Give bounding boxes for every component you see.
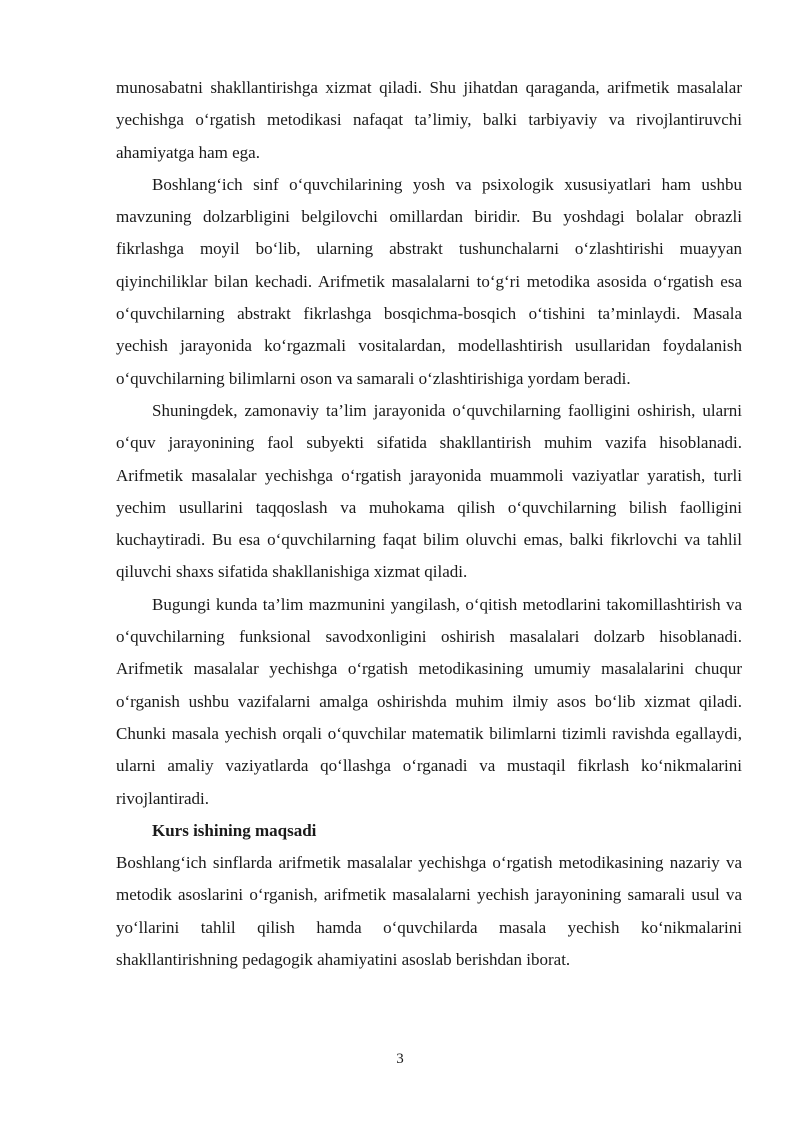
paragraph-1: munosabatni shakllantirishga xizmat qiladi. Shu jihatdan qaraganda, arifmetik masalalar yechishga o‘rgatish metodikasi nafaqat ta’limiy, balki tarbiyaviy va rivojlantiruvchi ahamiyatga ham ega. (116, 78, 742, 162)
document-page (116, 72, 742, 976)
page-number: 3 (396, 1051, 404, 1067)
goal-paragraph: Boshlang‘ich sinflarda arifmetik masalalar yechishga o‘rgatish metodikasining nazariy va metodik asoslarini o‘rganish, arifmetik masalalarni yechish jarayonining samarali usul va yo‘llarini tahlil qilish hamda o‘quvchilarda masala yechish ko‘nikmalarini shakllantirishning pedagogik ahamiyatini asoslab berishdan iborat. (116, 853, 742, 970)
section-heading: Kurs ishining maqsadi (152, 820, 317, 840)
paragraph-4: Bugungi kunda ta’lim mazmunini yangilash, o‘qitish metodlarini takomillashtirish va o‘quvchilarning funksional savodxonligini oshirish masalalari dolzarb hisoblanadi. Arifmetik masalalar yechishga o‘rgatish metodikasining umumiy masalalarini chuqur o‘rganish ushbu vazifalarni amalga oshirishda muhim ilmiy asos bo‘lib xizmat qiladi. Chunki masala yechish orqali o‘quvchilar matematik bilimlarni tizimli ravishda egallaydi, ularni amaliy vaziyatlarda qo‘llashga o‘rganadi va mustaqil fikrlash ko‘nikmalarini rivojlantiradi. (116, 594, 742, 808)
paragraph-3: Shuningdek, zamonaviy ta’lim jarayonida o‘quvchilarning faolligini oshirish, ularni o‘quv jarayonining faol subyekti sifatida shakllantirish muhim vazifa hisoblanadi. Arifmetik masalalar yechishga o‘rgatish jarayonida muammoli vaziyatlar yaratish, turli yechim usullarini taqqoslash va muhokama qilish o‘quvchilarning bilish faolligini kuchaytiradi. Bu esa o‘quvchilarning faqat bilim oluvchi emas, balki fikrlovchi va tahlil qiluvchi shaxs sifatida shakllanishiga xizmat qiladi. (116, 400, 742, 582)
paragraph-2: Boshlang‘ich sinf o‘quvchilarining yosh va psixologik xususiyatlari ham ushbu mavzuning dolzarbligini belgilovchi omillardan biridir. Bu yoshdagi bolalar obrazli fikrlashga moyil bo‘lib, ularning abstrakt tushunchalarni o‘zlashtirishi muayyan qiyinchiliklar bilan kechadi. Arifmetik masalalarni to‘g‘ri metodika asosida o‘rgatish esa o‘quvchilarning abstrakt fikrlashga bosqichma-bosqich o‘tishini ta’minlaydi. Masala yechish jarayonida ko‘rgazmali vositalardan, modellashtirish usullaridan foydalanish o‘quvchilarning bilimlarni oson va samarali o‘zlashtirishiga yordam beradi. (116, 174, 742, 388)
